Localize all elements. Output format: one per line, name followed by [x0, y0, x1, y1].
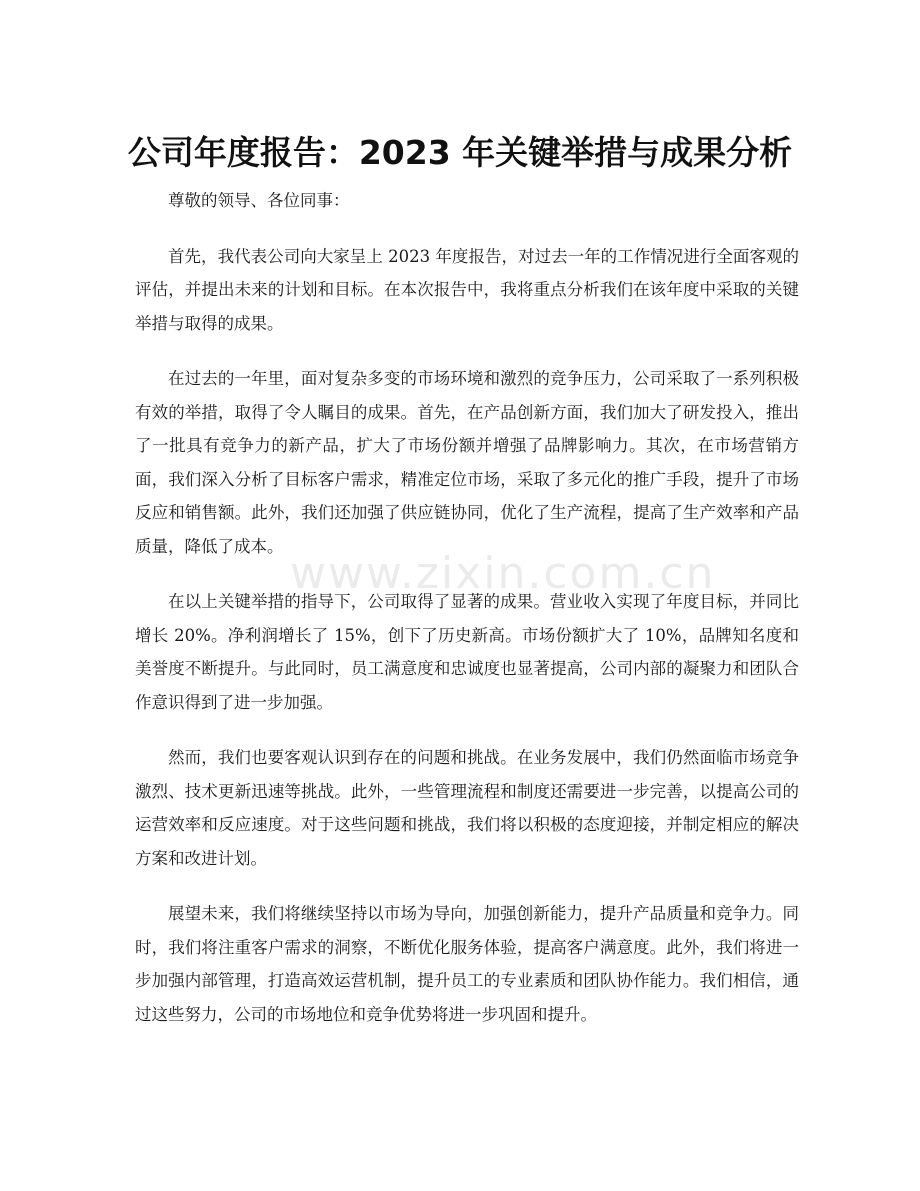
paragraph-measures: 在过去的一年里，面对复杂多变的市场环境和激烈的竞争压力，公司采取了一系列积极有效的举措，取得了令人瞩目的成果。首先，在产品创新方面，我们加大了研发投入，推出了一批具有竞争力的新产品，扩大了市场份额并增强了品牌影响力。其次，在市场营销方面，我们深入分析了目标客户需求，精准定位市场，采取了多元化的推广手段，提升了市场反应和销售额。此外，我们还加强了供应链协同，优化了生产流程，提高了生产效率和产品质量，降低了成本。: [135, 369, 799, 556]
paragraph-outlook: 展望未来，我们将继续坚持以市场为导向，加强创新能力，提升产品质量和竞争力。同时，我们将注重客户需求的洞察，不断优化服务体验，提高客户满意度。此外，我们将进一步加强内部管理，打造高效运营机制，提升员工的专业素质和团队协作能力。我们相信，通过这些努力，公司的市场地位和竞争优势将进一步巩固和提升。: [135, 904, 799, 1024]
paragraph-results: 在以上关键举措的指导下，公司取得了显著的成果。营业收入实现了年度目标，并同比增长 20%。净利润增长了 15%，创下了历史新高。市场份额扩大了 10%，品牌知名度和美誉度不断提升。与此同时，员工满意度和忠诚度也显著提高，公司内部的凝聚力和团队合作意识得到了进一步加强。: [135, 592, 799, 712]
paragraph-intro: 首先，我代表公司向大家呈上 2023 年度报告，对过去一年的工作情况进行全面客观的评估，并提出未来的计划和目标。在本次报告中，我将重点分析我们在该年度中采取的关键举措与取得的成果。: [135, 246, 799, 333]
paragraph-challenges: 然而，我们也要客观认识到存在的问题和挑战。在业务发展中，我们仍然面临市场竞争激烈、技术更新迅速等挑战。此外，一些管理流程和制度还需要进一步完善，以提高公司的运营效率和反应速度。对于这些问题和挑战，我们将以积极的态度迎接，并制定相应的解决方案和改进计划。: [135, 748, 799, 868]
salutation: 尊敬的领导、各位同事：: [168, 191, 350, 210]
page-title: 公司年度报告：2023 年关键举措与成果分析: [127, 133, 793, 173]
watermark-text: www.zixin.com.cn: [290, 548, 716, 599]
document-body: [135, 184, 799, 1053]
